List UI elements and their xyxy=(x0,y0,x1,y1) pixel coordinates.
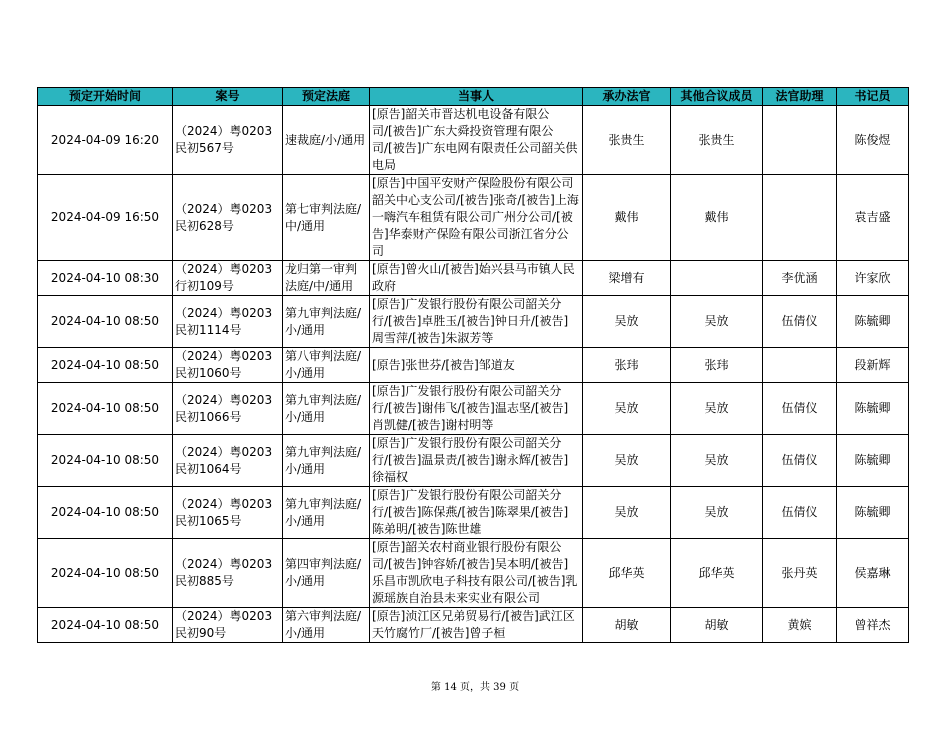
header-panel-members: 其他合议成员 xyxy=(671,88,763,106)
cell-clerk: 陈毓卿 xyxy=(837,435,909,487)
cell-judge: 张贵生 xyxy=(583,106,671,175)
cell-judge: 吴放 xyxy=(583,383,671,435)
cell-members: 邱华英 xyxy=(671,539,763,608)
cell-judge: 梁增有 xyxy=(583,261,671,296)
header-presiding-judge: 承办法官 xyxy=(583,88,671,106)
cell-assistant: 张丹英 xyxy=(763,539,837,608)
cell-case: （2024）粤0203民初885号 xyxy=(173,539,283,608)
cell-members: 张贵生 xyxy=(671,106,763,175)
header-start-time: 预定开始时间 xyxy=(38,88,173,106)
cell-clerk: 陈毓卿 xyxy=(837,487,909,539)
cell-court: 第九审判法庭/小/通用 xyxy=(283,435,370,487)
header-case-number: 案号 xyxy=(173,88,283,106)
table-row xyxy=(38,261,909,296)
cell-time: 2024-04-10 08:50 xyxy=(38,608,173,643)
cell-judge: 戴伟 xyxy=(583,175,671,261)
cell-clerk: 侯嘉琳 xyxy=(837,539,909,608)
cell-time: 2024-04-10 08:50 xyxy=(38,487,173,539)
cell-assistant xyxy=(763,348,837,383)
cell-clerk: 陈毓卿 xyxy=(837,383,909,435)
cell-parties: [原告]广发银行股份有限公司韶关分行/[被告]陈保燕/[被告]陈翠果/[被告]陈弟明/[被告]陈世雄 xyxy=(370,487,583,539)
header-courtroom: 预定法庭 xyxy=(283,88,370,106)
cell-judge: 邱华英 xyxy=(583,539,671,608)
cell-case: （2024）粤0203民初1064号 xyxy=(173,435,283,487)
cell-clerk: 陈毓卿 xyxy=(837,296,909,348)
cell-parties: [原告]广发银行股份有限公司韶关分行/[被告]卓胜玉/[被告]钟日升/[被告]周雪萍/[被告]朱淑芳等 xyxy=(370,296,583,348)
cell-clerk: 曾祥杰 xyxy=(837,608,909,643)
cell-court: 第八审判法庭/小/通用 xyxy=(283,348,370,383)
cell-members: 吴放 xyxy=(671,435,763,487)
cell-assistant: 黄嫔 xyxy=(763,608,837,643)
table-row xyxy=(38,383,909,435)
cell-court: 第四审判法庭/小/通用 xyxy=(283,539,370,608)
cell-members: 胡敏 xyxy=(671,608,763,643)
hearing-schedule-table xyxy=(37,87,909,643)
table-row xyxy=(38,175,909,261)
cell-clerk: 袁吉盛 xyxy=(837,175,909,261)
cell-parties: [原告]韶关农村商业银行股份有限公司/[被告]钟容娇/[被告]吴本明/[被告]乐昌市凯欣电子科技有限公司/[被告]乳源瑶族自治县未来实业有限公司 xyxy=(370,539,583,608)
cell-case: （2024）粤0203行初109号 xyxy=(173,261,283,296)
table-row xyxy=(38,296,909,348)
cell-time: 2024-04-10 08:50 xyxy=(38,539,173,608)
cell-case: （2024）粤0203民初90号 xyxy=(173,608,283,643)
cell-time: 2024-04-10 08:50 xyxy=(38,383,173,435)
table-row xyxy=(38,608,909,643)
cell-time: 2024-04-09 16:50 xyxy=(38,175,173,261)
cell-parties: [原告]广发银行股份有限公司韶关分行/[被告]谢伟飞/[被告]温志坚/[被告]肖凯健/[被告]谢村明等 xyxy=(370,383,583,435)
cell-time: 2024-04-10 08:50 xyxy=(38,435,173,487)
cell-parties: [原告]中国平安财产保险股份有限公司韶关中心支公司/[被告]张奇/[被告]上海一嗨汽车租赁有限公司广州分公司/[被告]华泰财产保险有限公司浙江省分公司 xyxy=(370,175,583,261)
cell-assistant: 伍倩仪 xyxy=(763,296,837,348)
cell-court: 第九审判法庭/小/通用 xyxy=(283,383,370,435)
cell-assistant: 伍倩仪 xyxy=(763,487,837,539)
cell-members: 吴放 xyxy=(671,383,763,435)
cell-assistant xyxy=(763,106,837,175)
cell-judge: 胡敏 xyxy=(583,608,671,643)
cell-members: 张玮 xyxy=(671,348,763,383)
cell-court: 第六审判法庭/小/通用 xyxy=(283,608,370,643)
cell-clerk: 许家欣 xyxy=(837,261,909,296)
cell-assistant: 李优涵 xyxy=(763,261,837,296)
cell-judge: 张玮 xyxy=(583,348,671,383)
cell-time: 2024-04-10 08:50 xyxy=(38,296,173,348)
cell-members: 吴放 xyxy=(671,296,763,348)
cell-judge: 吴放 xyxy=(583,296,671,348)
cell-parties: [原告]韶关市晋达机电设备有限公司/[被告]广东大舜投资管理有限公司/[被告]广东电网有限责任公司韶关供电局 xyxy=(370,106,583,175)
table-header-row xyxy=(38,88,909,106)
header-judge-assistant: 法官助理 xyxy=(763,88,837,106)
table-row xyxy=(38,106,909,175)
cell-case: （2024）粤0203民初1065号 xyxy=(173,487,283,539)
page-footer: 第 14 页，共 39 页 xyxy=(430,682,520,693)
cell-case: （2024）粤0203民初628号 xyxy=(173,175,283,261)
cell-court: 速裁庭/小/通用 xyxy=(283,106,370,175)
cell-members xyxy=(671,261,763,296)
cell-time: 2024-04-09 16:20 xyxy=(38,106,173,175)
cell-case: （2024）粤0203民初1060号 xyxy=(173,348,283,383)
cell-time: 2024-04-10 08:30 xyxy=(38,261,173,296)
cell-assistant xyxy=(763,175,837,261)
cell-parties: [原告]张世芬/[被告]邹道友 xyxy=(370,348,583,383)
cell-judge: 吴放 xyxy=(583,487,671,539)
header-clerk: 书记员 xyxy=(837,88,909,106)
cell-parties: [原告]浈江区兄弟贸易行/[被告]武江区天竹腐竹厂/[被告]曾子桓 xyxy=(370,608,583,643)
table-row xyxy=(38,348,909,383)
cell-time: 2024-04-10 08:50 xyxy=(38,348,173,383)
cell-parties: [原告]广发银行股份有限公司韶关分行/[被告]温景责/[被告]谢永辉/[被告]徐福权 xyxy=(370,435,583,487)
header-parties: 当事人 xyxy=(370,88,583,106)
cell-case: （2024）粤0203民初1114号 xyxy=(173,296,283,348)
table-row xyxy=(38,435,909,487)
cell-assistant: 伍倩仪 xyxy=(763,383,837,435)
cell-clerk: 段新辉 xyxy=(837,348,909,383)
cell-members: 吴放 xyxy=(671,487,763,539)
cell-assistant: 伍倩仪 xyxy=(763,435,837,487)
cell-case: （2024）粤0203民初1066号 xyxy=(173,383,283,435)
cell-case: （2024）粤0203民初567号 xyxy=(173,106,283,175)
cell-clerk: 陈俊煜 xyxy=(837,106,909,175)
table-row xyxy=(38,487,909,539)
cell-court: 第九审判法庭/小/通用 xyxy=(283,296,370,348)
cell-court: 第七审判法庭/中/通用 xyxy=(283,175,370,261)
cell-members: 戴伟 xyxy=(671,175,763,261)
table-row xyxy=(38,539,909,608)
cell-judge: 吴放 xyxy=(583,435,671,487)
cell-parties: [原告]曾火山/[被告]始兴县马市镇人民政府 xyxy=(370,261,583,296)
cell-court: 第九审判法庭/小/通用 xyxy=(283,487,370,539)
cell-court: 龙归第一审判法庭/中/通用 xyxy=(283,261,370,296)
